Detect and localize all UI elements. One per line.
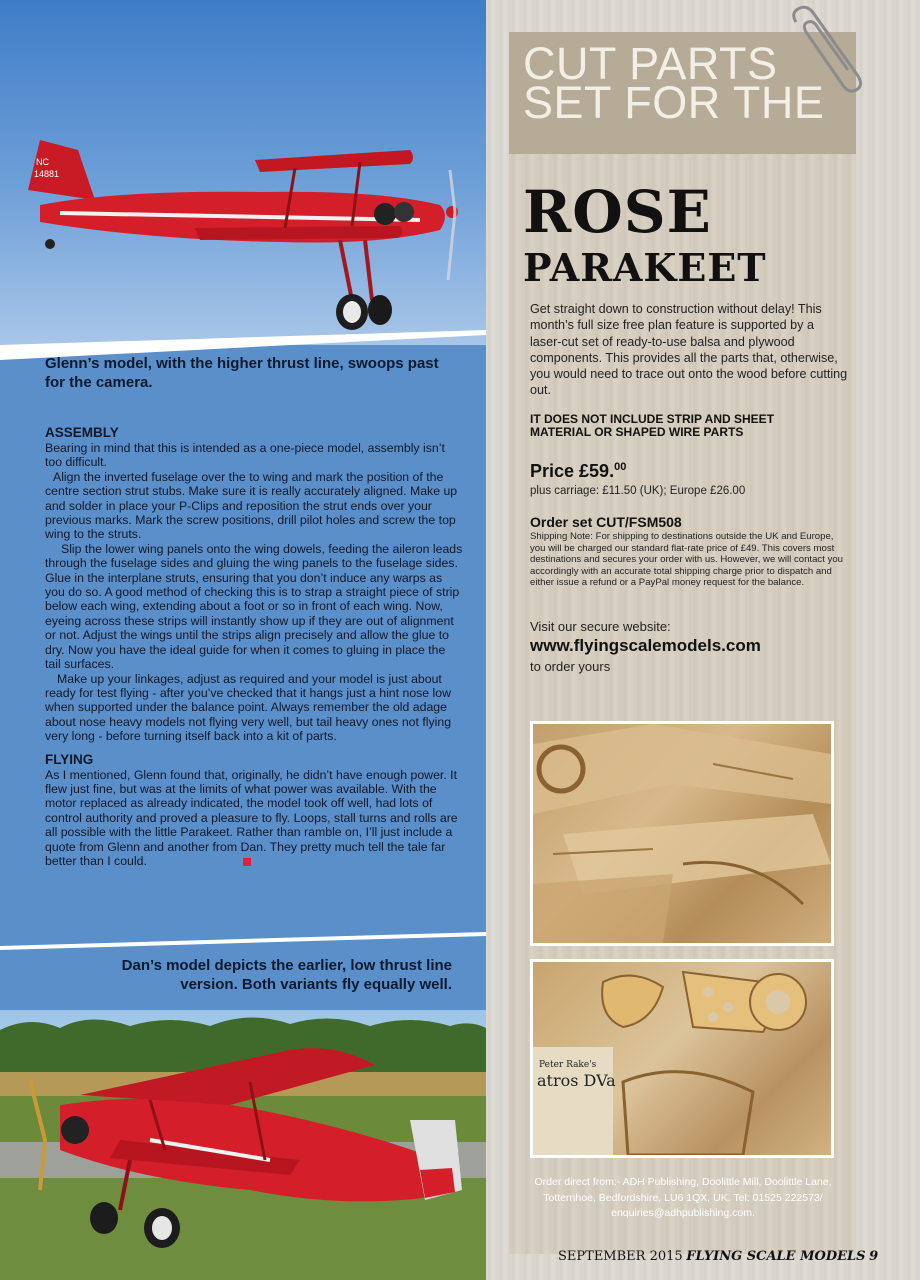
laser-cut-parts-image-1 xyxy=(533,724,831,943)
bottom-plane-photo xyxy=(0,1010,486,1280)
not-included-notice: IT DOES NOT INCLUDE STRIP AND SHEET MATERIAL OR SHAPED WIRE PARTS xyxy=(530,412,775,439)
red-biplane-ground-image xyxy=(0,1010,486,1280)
price-pence: 00 xyxy=(614,461,627,473)
assembly-paragraph-2: Align the inverted fuselage over the to wing and mark the position of the centre section strut stubs. Make sure it is really accurately aligned. Make up and solder in place your P-Clips and reposition the strut ends over your previous marks. Mark the screw positions, drill pilot holes and screw the top wing to the struts. xyxy=(45,469,458,542)
svg-text:NC: NC xyxy=(36,157,49,167)
assembly-paragraph-1: Bearing in mind that this is intended as a one-piece model, assembly isn’t too difficult. xyxy=(45,441,445,470)
address-line-2: Totternhoe, Bedfordshire, LU6 1QX, UK. Tel: 01525 222573/ xyxy=(543,1191,823,1204)
plan-label-2: atros DVa xyxy=(537,1071,616,1090)
price-label: Price £59. xyxy=(530,461,615,481)
address-line-1: Order direct from:- ADH Publishing, Doolittle Mill, Doolittle Lane, xyxy=(534,1176,832,1188)
assembly-heading: ASSEMBLY xyxy=(45,425,119,440)
carriage-text: plus carriage: £11.50 (UK); Europe £26.00 xyxy=(530,485,746,497)
to-order-text: to order yours xyxy=(530,659,611,674)
title-light-line-1: CUT PARTS xyxy=(523,38,778,89)
bottom-photo-caption: Dan’s model depicts the earlier, low thrust line version. Both variants fly equally well. xyxy=(121,957,452,993)
end-mark-icon xyxy=(243,858,251,866)
assembly-paragraph-4: Make up your linkages, adjust as required and your model is just about ready for test flying - after you’ve checked that it hangs just a hint nose low when supported under the balance point. Always remember the old adage about nose heavy models not flying very well, but tail heavy ones not flying very long - before turning itself back into a kit of parts. xyxy=(45,671,452,744)
flying-paragraph: As I mentioned, Glenn found that, originally, he didn’t have enough power. It flew just fine, but was at the limits of what power was available. With the motor replaced as already indicated, the model took off well, had lots of control authority and proved a pleasure to fly. Loops, stall turns and rolls are all possible with the little Parakeet. Rather than ramble on, I’ll just include a quote from Glenn and another from Dan. They pretty much tell the tale far better than I could. xyxy=(45,767,458,868)
page-folio xyxy=(558,1248,878,1264)
top-photo-caption: Glenn’s model, with the higher thrust line, swoops past for the camera. xyxy=(45,355,439,391)
flying-heading: FLYING xyxy=(45,751,94,767)
paperclip-icon xyxy=(786,4,870,94)
address-line-3: enquiries@adhpublishing.com. xyxy=(611,1207,755,1219)
order-address xyxy=(520,1175,846,1222)
website-link[interactable]: www.flyingscalemodels.com xyxy=(530,636,761,655)
title-parakeet: PARAKEET xyxy=(523,245,767,290)
visit-text: Visit our secure website: xyxy=(530,619,671,634)
assembly-paragraph-3: Slip the lower wing panels onto the wing dowels, feeding the aileron leads through the fuselage sides and gluing the wing panels to the fuselage sides. Glue in the interplane struts, ensuring that you don’t induce any warps as you do so. A good method of checking this is to strap a straight piece of strip below each wing, extending about a foot or so in front of each wing. Now, eyeing across these strips will instantly show up if they are out of alignment or not. Adjust the wings until the strips align precisely and allow the glue to dry. Now you have the ideal guide for when it comes to gluing in place the tail surfaces. xyxy=(45,541,463,672)
order-heading: Order set CUT/FSM508 xyxy=(530,514,682,530)
laser-cut-parts-image-2 xyxy=(533,962,831,1155)
article-body xyxy=(45,425,463,868)
cut-parts-photo-1 xyxy=(530,721,834,946)
plan-label-1: Peter Rake's xyxy=(539,1060,597,1070)
price xyxy=(530,461,626,482)
cut-parts-photo-2 xyxy=(530,959,834,1158)
svg-text:14881: 14881 xyxy=(34,169,60,179)
shipping-note: Shipping Note: For shipping to destinations outside the UK and Europe, you will be charged our standard flat-rate price of £49. This covers most destinations and secures your order with us. However, we will contact you accordingly with an accurate total shipping charge prior to dispatch and either issue a refund or a PayPal money request for the balance. xyxy=(530,531,844,589)
top-plane-photo xyxy=(0,0,486,345)
white-wedge-divider-bottom xyxy=(0,930,486,950)
title-light-line-2: SET FOR THE xyxy=(523,77,825,128)
intro-text: Get straight down to construction without delay! This month’s full size free plan feature is supported by a laser-cut set of ready-to-use balsa and plywood components. This provides all the parts that, otherwise, you would need to trace out onto the wood before cutting out. xyxy=(530,302,848,398)
folio-month: SEPTEMBER 2015 xyxy=(558,1249,683,1264)
title-rose: ROSE xyxy=(523,178,712,246)
red-biplane-flying-image xyxy=(0,0,486,345)
folio-magazine: FLYING SCALE MODELS xyxy=(686,1249,866,1264)
page-number: 9 xyxy=(869,1249,879,1264)
